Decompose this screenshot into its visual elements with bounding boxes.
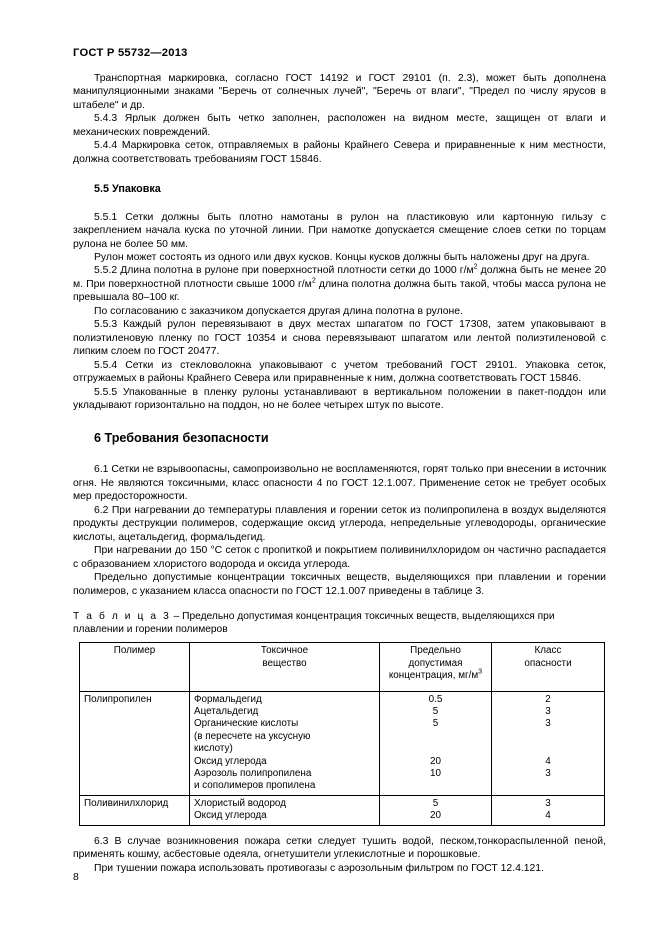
paragraph-6-3: 6.3 В случае возникновения пожара сетки следует тушить водой, песком,тонкораспыленной пеной, применять кошму, асбестовые одеяла, огнетушители углекислотные и порошковые. [73, 835, 606, 861]
document-header: ГОСТ Р 55732—2013 [73, 47, 188, 59]
cell-polymer-pvc: Поливинилхлорид [80, 795, 190, 825]
paragraph-5-5-5: 5.5.5 Упакованные в пленку рулоны устанавливают в вертикальном положении в пакет-поддон или укладывают горизонтально на поддон, но не более четырех штук по высоте. [73, 386, 606, 411]
header-conc-superscript: 3 [478, 667, 483, 676]
table-header-max-concentration [380, 643, 492, 691]
substance-line: Органические кислоты [194, 718, 299, 730]
table-header-row [80, 643, 605, 691]
header-class-line2: опасности [524, 657, 572, 669]
paragraph-customer-agreement: По согласованию с заказчиком допускается другая длина полотна в рулоне. [94, 305, 463, 317]
paragraph-6-2: 6.2 При нагревании до температуры плавления и горении сеток из полипропилена в воздух выделяются продукты деструкции полимеров, содержащие оксид углерода, непредельные углеводороды, органические кислоты, ацетальдегид, формальдегид. [73, 504, 606, 543]
paragraph-5-4-4: 5.4.4 Маркировка сеток, отправляемых в районы Крайнего Севера и приравненные к ним местности, должна соответствовать требованиям ГОСТ 15846. [73, 140, 606, 165]
header-class-line1: Класс [534, 645, 562, 657]
paragraph-5-4-3: 5.4.3 Ярлык должен быть четко заполнен, расположен на видном месте, защищен от влаги и механических повреждений. [73, 113, 606, 138]
limit-line: 20 [430, 755, 441, 767]
substance-line: Формальдегид [194, 693, 262, 705]
substance-line: кислоту) [194, 743, 233, 755]
paragraph-5-5-1-b: Рулон может состоять из одного или двух кусков. Концы кусков должны быть наложены друг на друга. [94, 251, 590, 263]
class-line: 2 [545, 693, 551, 705]
substance-line: Оксид углерода [194, 810, 267, 822]
class-line: 4 [545, 755, 551, 767]
paragraph-5-5-2-part3: длина полотна должна быть такой, чтобы масса рулона не превышала 80–100 кг. [73, 278, 606, 304]
limit-line: 10 [430, 768, 441, 780]
table-3-caption-text: – Предельно допустимая концентрация токсичных веществ, выделяющихся при плавлении и горении полимеров [73, 610, 555, 636]
cell-classes-pvc [492, 795, 605, 825]
paragraph-5-5-1: 5.5.1 Сетки должны быть плотно намотаны в рулон на пластиковую или картонную гильзу с закреплением начала куска по уточной линии. При намотке допускается смещение слоев сетки по торцам рулона не более 50 мм. [73, 211, 606, 250]
table-header-toxic-substance [190, 643, 380, 691]
header-conc-line1: Предельно [410, 645, 461, 657]
paragraph-fire-extinguishing: При тушении пожара использовать противогазы с аэрозольным фильтром по ГОСТ 12.4.121. [94, 862, 544, 874]
limit-line: 5 [432, 718, 439, 730]
substance-line: Аэрозоль полипропилена [194, 768, 312, 780]
limit-line: 5 [432, 705, 439, 717]
limit-line: 20 [430, 810, 441, 822]
limit-line: 5 [432, 797, 439, 809]
paragraph-5-5-4: 5.5.4 Сетки из стекловолокна упаковывают с учетом требований ГОСТ 29101. Упаковка сеток, отгружаемых в районы Крайнего Севера или приравненные к ним, должна соответствовать ГОСТ 15846. [73, 359, 606, 385]
substance-line: Оксид углерода [194, 755, 267, 767]
table-row [80, 691, 605, 795]
heading-5-5-packaging: 5.5 Упаковка [94, 183, 161, 196]
table-header-hazard-class [492, 643, 605, 691]
class-line: 3 [545, 768, 551, 780]
table-header-polymer [80, 643, 190, 691]
substance-line: Хлористый водород [194, 797, 286, 809]
paragraph-5-5-2-part1: 5.5.2 Длина полотна в рулоне при поверхностной плотности сетки до 1000 г/м [94, 265, 474, 277]
class-line: 4 [545, 810, 551, 822]
superscript-square-2: 2 [311, 276, 316, 285]
class-line: 3 [545, 705, 551, 717]
header-conc-units: концентрация, мг/м [388, 670, 479, 682]
cell-classes-polypropylene [492, 691, 605, 795]
table-3-label: Т а б л и ц а 3 [73, 610, 171, 622]
heading-6-safety-requirements: 6 Требования безопасности [94, 431, 269, 446]
substance-line: Ацетальдегид [194, 705, 259, 717]
cell-limits-pvc [380, 795, 492, 825]
paragraph-heating-150: При нагревании до 150 °С сеток с пропиткой и покрытием поливинилхлоридом он частично распадается с образованием хлористого водорода и оксида углерода. [73, 545, 606, 570]
superscript-square-1: 2 [473, 262, 478, 271]
page-number: 8 [73, 872, 79, 883]
cell-polymer-polypropylene: Полипропилен [80, 691, 190, 795]
substance-line: и сополимеров пропилена [194, 780, 316, 792]
table-3-caption [73, 610, 606, 636]
limit-line: 0.5 [428, 693, 443, 705]
header-conc-line3 [382, 667, 489, 682]
cell-limits-polypropylene [380, 691, 492, 795]
table-3-toxic-substances [79, 642, 605, 825]
header-substance-line2: вещество [262, 657, 307, 669]
table-row [80, 795, 605, 825]
paragraph-6-1: 6.1 Сетки не взрывоопасны, самопроизвольно не воспламеняются, горят только при внесении в источник огня. Не являются токсичными, класс опасности 4 по ГОСТ 12.1.007. Применение сеток не требует особых мер предосторожности. [73, 464, 606, 503]
cell-substances-pvc [190, 795, 380, 825]
paragraph-5-5-2 [73, 264, 606, 304]
header-substance-line1: Токсичное [260, 645, 309, 657]
class-line: 3 [545, 718, 551, 730]
paragraph-5-5-3: 5.5.3 Каждый рулон перевязывают в двух местах шпагатом по ГОСТ 17308, затем упаковывают в полиэтиленовую пленку по ГОСТ 10354 и снова перевязывают шпагатом или лентой полиэтиленовой с липким слоем по ГОСТ 20477. [73, 319, 606, 358]
substance-line: (в пересчете на уксусную [194, 730, 311, 742]
page-content [73, 47, 606, 875]
paragraph-transport-marking: Транспортная маркировка, согласно ГОСТ 14192 и ГОСТ 29101 (п. 2.3), может быть дополнена манипуляционными знаками "Беречь от солнечных лучей", "Беречь от влаги", "Предел по числу ярусов в штабеле" и др. [73, 73, 606, 111]
header-conc-line2: допустимая [408, 657, 463, 669]
cell-substances-polypropylene [190, 691, 380, 795]
paragraph-5-5-2-part2: должна быть не менее 20 м. При поверхностной плотности свыше 1000 г/м [73, 265, 607, 290]
header-polymer-line1: Полимер [113, 645, 156, 657]
class-line: 3 [545, 797, 551, 809]
paragraph-max-concentration: Предельно допустимые концентрации токсичных веществ, выделяющихся при плавлении и горении полимеров, с указанием класса опасности по ГОСТ 12.1.007 приведены в таблице 3. [73, 572, 606, 597]
